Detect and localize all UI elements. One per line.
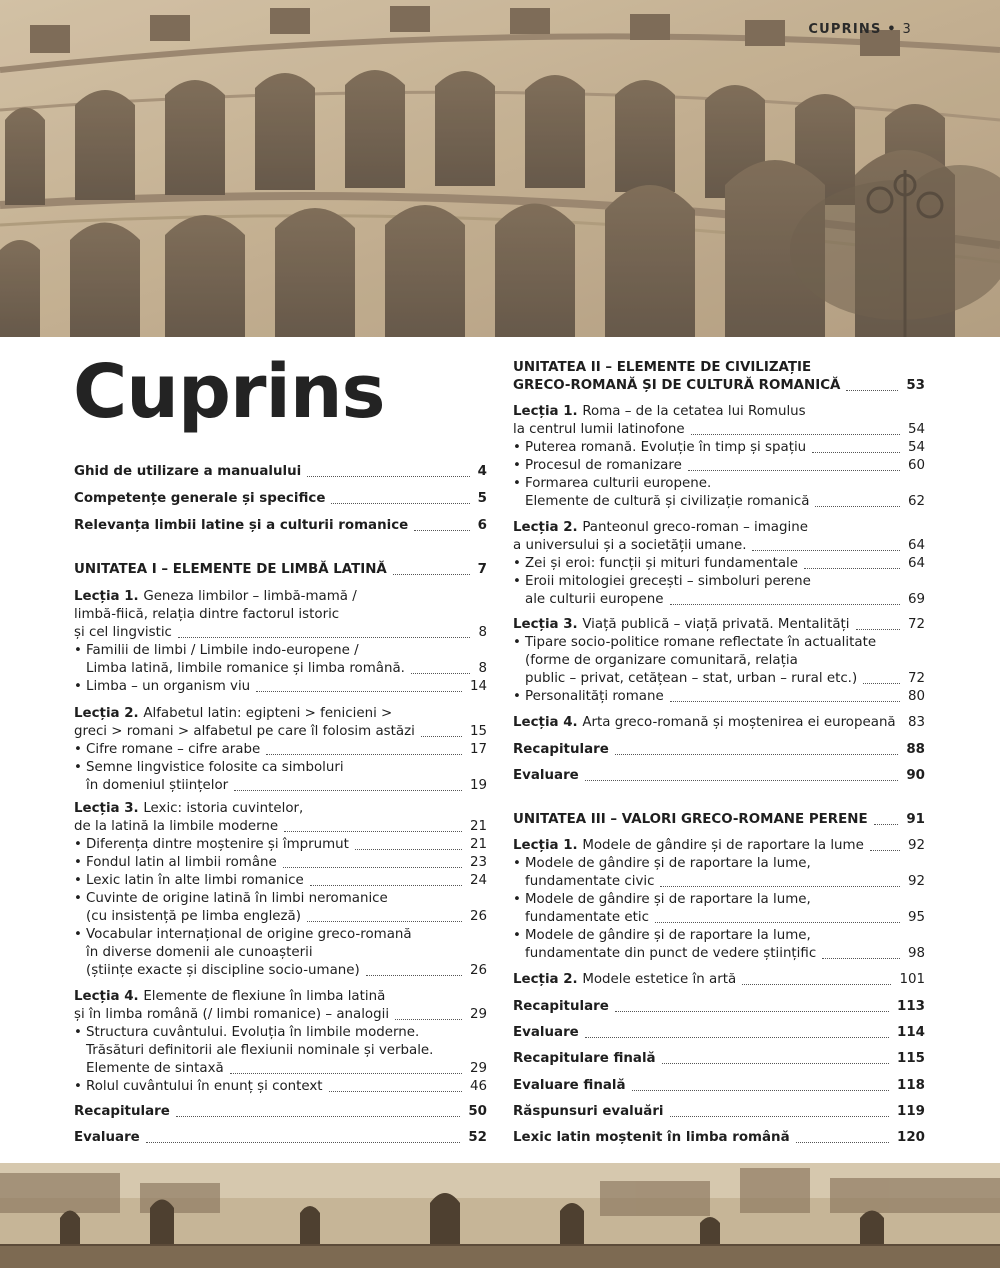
dot-leader [230, 1073, 462, 1074]
page-number: 8 [478, 661, 487, 676]
dot-leader [178, 637, 471, 638]
bullet-icon: • [513, 440, 521, 455]
toc-text: de la latină la limbile moderne [74, 819, 279, 834]
toc-bullet-line [74, 836, 487, 854]
toc-bullet-line [74, 741, 487, 759]
toc-entry[interactable] [513, 1129, 925, 1147]
toc-text: Trăsături definitorii ale flexiunii nominale și verbale. [86, 1043, 434, 1058]
page-number: 6 [477, 518, 487, 533]
page-number: 91 [906, 812, 925, 827]
dot-leader [796, 1142, 889, 1143]
bullet-icon: • [74, 679, 82, 694]
toc-lesson[interactable] [513, 616, 925, 706]
toc-line [74, 561, 487, 579]
toc-bullet-line [74, 926, 487, 944]
lesson-number: Lecția 3. [513, 617, 583, 632]
page-number: 120 [897, 1130, 925, 1145]
toc-line [513, 1024, 925, 1042]
page-number: 92 [907, 874, 925, 889]
toc-line [513, 971, 925, 989]
toc-text: (cu insistență pe limba engleză) [86, 909, 301, 924]
dot-leader [874, 824, 899, 825]
page-number: 88 [906, 742, 925, 757]
dot-leader [234, 790, 462, 791]
toc-lesson[interactable] [513, 714, 925, 732]
page-number: 115 [897, 1051, 925, 1066]
page-number: 80 [907, 689, 925, 704]
dot-leader [662, 1063, 889, 1064]
dot-leader [670, 1116, 890, 1117]
toc-line [74, 800, 487, 818]
toc-lesson[interactable] [74, 800, 487, 980]
toc-text: Ghid de utilizare a manualului [74, 464, 302, 479]
page-number: 21 [469, 819, 487, 834]
toc-text: Elemente de sintaxă [86, 1061, 224, 1076]
toc-line [74, 908, 487, 926]
toc-bullet-line [513, 634, 925, 652]
toc-line [513, 652, 925, 670]
toc-text: Modele de gândire și de raportare la lume, [525, 856, 811, 871]
dot-leader [822, 958, 900, 959]
page-number: 4 [477, 464, 487, 479]
toc-line [513, 998, 925, 1016]
page-number: 52 [468, 1130, 487, 1145]
toc-line [74, 988, 487, 1006]
toc-bullet-line [513, 891, 925, 909]
toc-line [513, 616, 925, 634]
page-number: 5 [477, 491, 487, 506]
toc-line [513, 670, 925, 688]
dot-leader [670, 604, 900, 605]
toc-line [513, 591, 925, 609]
toc-line [74, 1103, 487, 1121]
toc-text: Personalități romane [525, 689, 664, 704]
toc-line [74, 517, 487, 535]
dot-leader [411, 673, 471, 674]
toc-bullet-line [74, 759, 487, 777]
dot-leader [815, 506, 900, 507]
dot-leader [355, 849, 462, 850]
toc-line [74, 1129, 487, 1147]
toc-bullet-line [513, 439, 925, 457]
toc-bullet-line [513, 927, 925, 945]
page-number: 90 [906, 768, 925, 783]
toc-text: Formarea culturii europene. [525, 476, 712, 491]
page-number: 54 [907, 422, 925, 437]
toc-lesson[interactable] [74, 705, 487, 795]
page-number: 8 [478, 625, 487, 640]
bullet-icon: • [513, 856, 521, 871]
toc-line [513, 1129, 925, 1147]
page-number: 53 [906, 378, 925, 393]
bullet-icon: • [513, 476, 521, 491]
page-number: 26 [469, 909, 487, 924]
dot-leader [660, 886, 900, 887]
page-number: 19 [469, 778, 487, 793]
toc-line [513, 837, 925, 855]
page-number: 113 [897, 999, 925, 1014]
page-number: 95 [907, 910, 925, 925]
bullet-icon: • [74, 760, 82, 775]
toc-text: ale culturii europene [525, 592, 664, 607]
dot-leader [615, 754, 899, 755]
dot-leader [307, 921, 462, 922]
dot-leader [256, 691, 462, 692]
dot-leader [691, 434, 900, 435]
bullet-icon: • [513, 892, 521, 907]
page-number: 114 [897, 1025, 925, 1040]
toc-line [74, 490, 487, 508]
toc-text: Relevanța limbii latine și a culturii romanice [74, 518, 409, 533]
dot-leader [284, 831, 462, 832]
toc-text: și cel lingvistic [74, 625, 172, 640]
page-number: 50 [468, 1104, 487, 1119]
toc-bullet-line [513, 457, 925, 475]
toc-text: Familii de limbi / Limbile indo-europene / [86, 643, 359, 658]
toc-text: și în limba română (/ limbi romanice) – analogii [74, 1007, 390, 1022]
toc-line [74, 606, 487, 624]
dot-leader [742, 984, 891, 985]
toc-bullet-line [513, 555, 925, 573]
toc-bullet-line [74, 678, 487, 696]
toc-text: Modele de gândire și de raportare la lume, [525, 892, 811, 907]
toc-line [513, 377, 925, 395]
toc-line [513, 537, 925, 555]
lesson-number: Lecția 1. [513, 838, 583, 853]
toc-bullet-line [513, 573, 925, 591]
toc-text: la centrul lumii latinofone [513, 422, 685, 437]
toc-text: Recapitulare [513, 999, 609, 1014]
toc-text: Lexic latin moștenit în limba română [513, 1130, 790, 1145]
toc-text: Răspunsuri evaluări [513, 1104, 664, 1119]
toc-text: Evaluare [513, 1025, 579, 1040]
toc-unit-heading[interactable] [74, 561, 487, 579]
bullet-icon: • [513, 928, 521, 943]
toc-text: (științe exacte și discipline socio-umane) [86, 963, 360, 978]
toc-text: Evaluare [74, 1130, 140, 1145]
toc-lesson[interactable] [513, 519, 925, 609]
toc-text: Vocabular internațional de origine greco-romană [86, 927, 412, 942]
toc-text: Viață publică – viață privată. Mentalități [582, 617, 850, 632]
toc-line [74, 1006, 487, 1024]
toc-line [513, 714, 925, 732]
toc-text: Elemente de flexiune în limba latină [143, 989, 386, 1004]
toc-entry[interactable] [513, 767, 925, 785]
toc-text: UNITATEA II – ELEMENTE DE CIVILIZAȚIE [513, 360, 812, 375]
dot-leader [393, 574, 470, 575]
toc-line [74, 463, 487, 481]
toc-text: Modele de gândire și de raportare la lume, [525, 928, 811, 943]
dot-leader [615, 1011, 889, 1012]
dot-leader [585, 1037, 889, 1038]
bullet-icon: • [74, 873, 82, 888]
dot-leader [283, 867, 462, 868]
dot-leader [846, 390, 898, 391]
toc-line [513, 811, 925, 829]
toc-line [74, 818, 487, 836]
lesson-number: Lecția 1. [74, 589, 144, 604]
bullet-icon: • [74, 1079, 82, 1094]
toc-text: Cifre romane – cifre arabe [86, 742, 261, 757]
page-number: 62 [907, 494, 925, 509]
toc-text: (forme de organizare comunitară, relația [525, 653, 798, 668]
page-number: 24 [469, 873, 487, 888]
dot-leader [307, 476, 469, 477]
toc-entry[interactable] [74, 1103, 487, 1121]
toc-text: Arta greco-romană și moștenirea ei europeană [582, 715, 896, 730]
page-number: 14 [469, 679, 487, 694]
toc-text: GRECO-ROMANĂ ȘI DE CULTURĂ ROMANICĂ [513, 378, 841, 393]
lesson-number: Lecția 2. [513, 520, 583, 535]
colosseum-photo [0, 0, 1000, 337]
toc-lesson[interactable] [513, 971, 925, 989]
toc-bullet-line [513, 688, 925, 706]
dot-leader [655, 922, 900, 923]
toc-lesson[interactable] [74, 588, 487, 696]
bullet-icon: • [74, 1025, 82, 1040]
toc-line [74, 660, 487, 678]
toc-entry[interactable] [74, 517, 487, 535]
bullet-icon: • [74, 891, 82, 906]
toc-entry[interactable] [513, 1103, 925, 1121]
toc-text: Puterea romană. Evoluție în timp și spațiu [525, 440, 807, 455]
bullet-icon: • [74, 855, 82, 870]
toc-text: Fondul latin al limbii române [86, 855, 277, 870]
page-number: 29 [469, 1007, 487, 1022]
toc-entry[interactable] [74, 490, 487, 508]
page-number: 23 [469, 855, 487, 870]
toc-text: Limba latină, limbile romanice și limba română. [86, 661, 405, 676]
lesson-number: Lecția 4. [74, 989, 144, 1004]
page-number: 119 [897, 1104, 925, 1119]
dot-leader [146, 1142, 461, 1143]
toc-text: Recapitulare finală [513, 1051, 656, 1066]
toc-bullet-line [74, 854, 487, 872]
toc-bullet-line [74, 890, 487, 908]
toc-text: UNITATEA III – VALORI GRECO-ROMANE PERENE [513, 812, 868, 827]
dot-leader [856, 629, 900, 630]
toc-text: Eroii mitologiei grecești – simboluri perene [525, 574, 811, 589]
toc-text: Structura cuvântului. Evoluția în limbile moderne. [86, 1025, 420, 1040]
page-number: 98 [907, 946, 925, 961]
rome-bridge-photo [0, 1163, 1000, 1268]
dot-leader [585, 780, 899, 781]
toc-text: Competențe generale și specifice [74, 491, 326, 506]
toc-line [513, 909, 925, 927]
toc-line [513, 1050, 925, 1068]
toc-line [74, 624, 487, 642]
toc-line [513, 359, 925, 377]
toc-bullet-line [513, 855, 925, 873]
page-number: 83 [907, 715, 925, 730]
bullet-icon: • [513, 574, 521, 589]
dot-leader [670, 701, 900, 702]
toc-text: Rolul cuvântului în enunț și context [86, 1079, 323, 1094]
toc-lesson[interactable] [513, 403, 925, 511]
toc-text: Alfabetul latin: egipteni > fenicieni > [143, 706, 393, 721]
running-header [808, 22, 912, 37]
toc-unit-heading[interactable] [513, 811, 925, 829]
toc-line [74, 1042, 487, 1060]
toc-line [513, 1077, 925, 1095]
dot-leader [331, 503, 469, 504]
toc-line [74, 1060, 487, 1078]
page-number: 118 [897, 1078, 925, 1093]
bullet-icon: • [513, 458, 521, 473]
toc-bullet-line [74, 642, 487, 660]
bullet-icon: • [74, 742, 82, 757]
toc-entry[interactable] [513, 1077, 925, 1095]
toc-text: greci > romani > alfabetul pe care îl folosim astăzi [74, 724, 415, 739]
page-number: 64 [907, 538, 925, 553]
toc-text: Roma – de la cetatea lui Romulus [582, 404, 806, 419]
toc-bullet-line [513, 475, 925, 493]
page-number: 92 [907, 838, 925, 853]
toc-text: Cuvinte de origine latină în limbi neromanice [86, 891, 388, 906]
toc-line [513, 945, 925, 963]
dot-leader [414, 530, 469, 531]
lesson-number: Lecția 2. [74, 706, 144, 721]
toc-text: Lexic: istoria cuvintelor, [143, 801, 304, 816]
toc-text: limbă-fiică, relația dintre factorul istoric [74, 607, 340, 622]
page-number: 101 [899, 972, 925, 987]
toc-entry[interactable] [513, 1024, 925, 1042]
lesson-number: Lecția 1. [513, 404, 583, 419]
toc-line [74, 962, 487, 980]
dot-leader [421, 736, 462, 737]
header-page-number: 3 [902, 22, 912, 37]
dot-leader [266, 754, 462, 755]
toc-text: Procesul de romanizare [525, 458, 682, 473]
toc-text: Recapitulare [74, 1104, 170, 1119]
dot-leader [632, 1090, 890, 1091]
toc-text: Panteonul greco-roman – imagine [582, 520, 808, 535]
toc-entry[interactable] [74, 1129, 487, 1147]
page-number: 64 [907, 556, 925, 571]
toc-text: Geneza limbilor – limbă-mamă / [143, 589, 357, 604]
toc-entry[interactable] [513, 998, 925, 1016]
page-number: 54 [907, 440, 925, 455]
dot-leader [863, 683, 900, 684]
toc-line [74, 944, 487, 962]
toc-line [513, 767, 925, 785]
page-number: 72 [907, 617, 925, 632]
dot-leader [310, 885, 462, 886]
toc-unit-heading[interactable] [513, 359, 925, 395]
toc-line [513, 403, 925, 421]
page-number: 72 [907, 671, 925, 686]
page-number: 26 [469, 963, 487, 978]
toc-text: în diverse domenii ale cunoașterii [86, 945, 313, 960]
toc-text: fundamentate etic [525, 910, 649, 925]
toc-text: Evaluare finală [513, 1078, 626, 1093]
dot-leader [395, 1019, 462, 1020]
toc-text: Limba – un organism viu [86, 679, 251, 694]
page-title: Cuprins [73, 349, 385, 435]
toc-lesson[interactable] [74, 988, 487, 1096]
dot-leader [176, 1116, 461, 1117]
toc-bullet-line [74, 1024, 487, 1042]
page-number: 17 [469, 742, 487, 757]
dot-leader [688, 470, 900, 471]
toc-text: în domeniul științelor [86, 778, 229, 793]
page-number: 69 [907, 592, 925, 607]
lesson-number: Lecția 4. [513, 715, 583, 730]
toc-entry[interactable] [513, 1050, 925, 1068]
toc-bullet-line [74, 872, 487, 890]
toc-line [513, 1103, 925, 1121]
toc-line [74, 723, 487, 741]
toc-line [513, 493, 925, 511]
toc-line [513, 873, 925, 891]
toc-text: public – privat, cetățean – stat, urban – rural etc.) [525, 671, 858, 686]
toc-text: Zei și eroi: funcții și mituri fundamentale [525, 556, 798, 571]
toc-text: Evaluare [513, 768, 579, 783]
toc-lesson[interactable] [513, 837, 925, 963]
page-number: 29 [469, 1061, 487, 1076]
page-number: 46 [469, 1079, 487, 1094]
toc-line [74, 588, 487, 606]
toc-line [513, 741, 925, 759]
dot-leader [329, 1091, 462, 1092]
toc-bullet-line [74, 1078, 487, 1096]
toc-entry[interactable] [74, 463, 487, 481]
toc-text: Diferența dintre moștenire și împrumut [86, 837, 349, 852]
lesson-number: Lecția 3. [74, 801, 144, 816]
toc-text: Semne lingvistice folosite ca simboluri [86, 760, 344, 775]
bullet-icon: • [74, 927, 82, 942]
bullet-icon: • [513, 689, 521, 704]
bullet-icon: • [74, 643, 82, 658]
toc-text: Recapitulare [513, 742, 609, 757]
header-separator: • [887, 22, 897, 37]
toc-line [513, 519, 925, 537]
toc-text: Lexic latin în alte limbi romanice [86, 873, 304, 888]
toc-line [74, 705, 487, 723]
toc-entry[interactable] [513, 741, 925, 759]
header-section: CUPRINS [808, 22, 882, 37]
bullet-icon: • [513, 556, 521, 571]
toc-text: a universului și a societății umane. [513, 538, 747, 553]
toc-text: Tipare socio-politice romane reflectate în actualitate [525, 635, 877, 650]
dot-leader [804, 568, 900, 569]
page-number: 7 [477, 562, 487, 577]
toc-line [74, 777, 487, 795]
lesson-number: Lecția 2. [513, 972, 583, 987]
toc-line [513, 421, 925, 439]
toc-text: Modele de gândire și de raportare la lume [582, 838, 864, 853]
dot-leader [812, 452, 900, 453]
toc-text: fundamentate civic [525, 874, 655, 889]
page-number: 15 [469, 724, 487, 739]
toc-text: Modele estetice în artă [582, 972, 737, 987]
page-number: 21 [469, 837, 487, 852]
dot-leader [870, 850, 900, 851]
toc-text: Elemente de cultură și civilizație romanică [525, 494, 810, 509]
bullet-icon: • [74, 837, 82, 852]
page-number: 60 [907, 458, 925, 473]
bullet-icon: • [513, 635, 521, 650]
toc-text: UNITATEA I – ELEMENTE DE LIMBĂ LATINĂ [74, 562, 387, 577]
dot-leader [366, 975, 462, 976]
toc-text: fundamentate din punct de vedere științific [525, 946, 817, 961]
dot-leader [752, 550, 899, 551]
